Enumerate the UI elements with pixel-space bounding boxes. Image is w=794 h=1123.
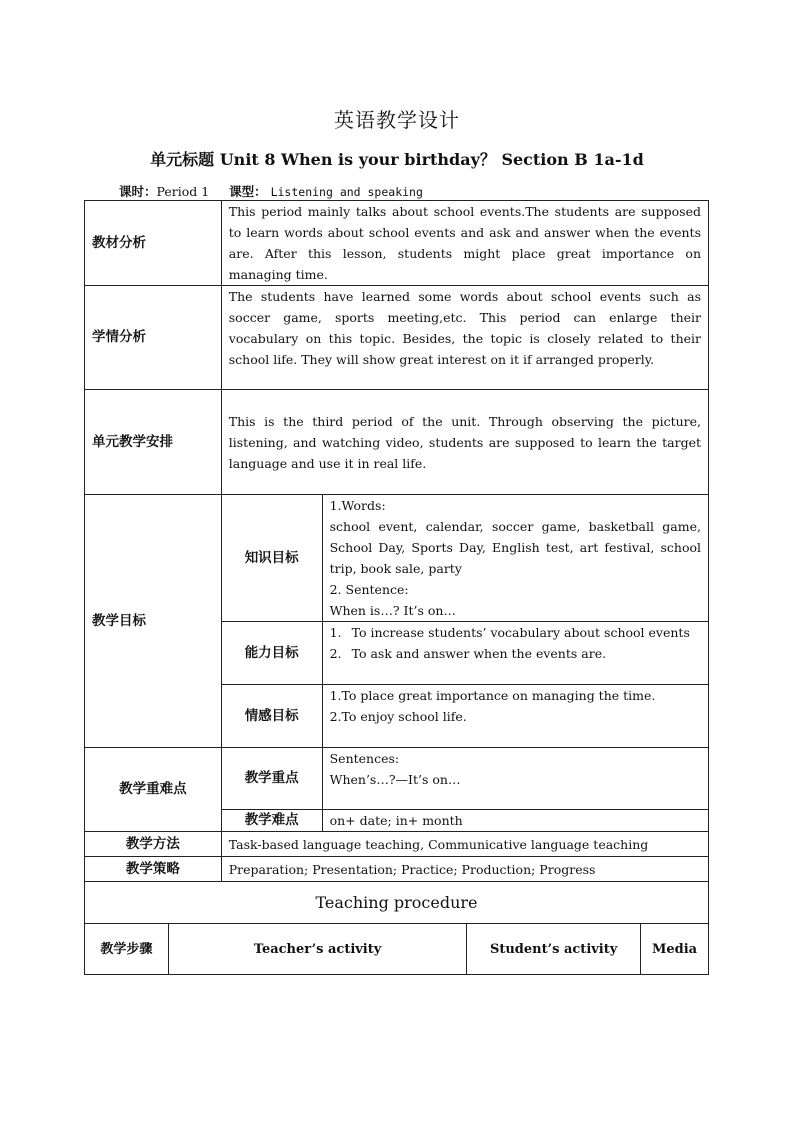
material-text: This period mainly talks about school events.The students are supposed to learn words about school events and ask and answer when the events are. After this lesson, students might place great importance on managing time. (221, 201, 708, 286)
material-row (85, 201, 709, 286)
students-text: The students have learned some words about school events such as soccer game, sports meeting,etc. This period can enlarge their vocabulary on this topic. Besides, the topic is closely related to their school life. They will show great interest on it if arranged properly. (221, 286, 708, 390)
unit-plan-row (85, 390, 709, 495)
type-value: Listening and speaking (270, 185, 423, 199)
emotion-line-1: 1.To place great importance on managing the time. (329, 688, 656, 703)
focus-heading: Sentences: (329, 751, 400, 766)
students-row (85, 286, 709, 390)
words-heading: 1.Words: (329, 498, 386, 513)
header-student-activity: Student’s activity (467, 924, 641, 975)
procedure-header-row (85, 924, 709, 975)
knowledge-row (85, 495, 709, 622)
header-teacher-activity: Teacher’s activity (168, 924, 466, 975)
words-list: school event, calendar, soccer game, basketball game, School Day, Sports Day, English test, art festival, school trip, book sale, party (329, 519, 701, 576)
emotion-label: 情感目标 (221, 685, 322, 748)
header-steps: 教学步骤 (85, 924, 169, 975)
lesson-meta (119, 182, 423, 200)
method-label: 教学方法 (85, 832, 222, 857)
ability-item: 2. To ask and answer when the events are. (329, 646, 607, 661)
sentence-text: When is…? It’s on… (329, 603, 456, 618)
knowledge-label: 知识目标 (221, 495, 322, 622)
unit-plan-text: This is the third period of the unit. Through observing the picture, listening, and watching video, students are supposed to learn the target language and use it in real life. (221, 390, 708, 495)
focus-content (322, 748, 708, 810)
emotion-content (322, 685, 708, 748)
focus-text: When’s…?—It’s on… (329, 772, 461, 787)
procedure-title: Teaching procedure (85, 882, 709, 924)
strategy-label: 教学策略 (85, 857, 222, 882)
difficulty-text: on+ date; in+ month (322, 810, 708, 832)
type-label: 课型： (229, 184, 267, 199)
strategy-row (85, 857, 709, 882)
key-points-label: 教学重难点 (85, 748, 222, 832)
lesson-plan-table (84, 200, 709, 882)
period-value: Period 1 (156, 184, 210, 199)
strategy-text: Preparation; Presentation; Practice; Production; Progress (221, 857, 708, 882)
period-label: 课时： (119, 184, 157, 199)
knowledge-content (322, 495, 708, 622)
method-text: Task-based language teaching, Communicative language teaching (221, 832, 708, 857)
students-label: 学情分析 (85, 286, 222, 390)
focus-label: 教学重点 (221, 748, 322, 810)
teaching-procedure-table (84, 881, 709, 975)
unit-plan-label: 单元教学安排 (85, 390, 222, 495)
difficulty-label: 教学难点 (221, 810, 322, 832)
header-media: Media (641, 924, 709, 975)
unit-subtitle: 单元标题 Unit 8 When is your birthday？ Section B 1a-1d (150, 150, 644, 169)
ability-label: 能力目标 (221, 622, 322, 685)
material-label: 教材分析 (85, 201, 222, 286)
sentence-heading: 2. Sentence: (329, 582, 409, 597)
document-title: 英语教学设计 (334, 108, 460, 132)
emotion-line-2: 2.To enjoy school life. (329, 709, 467, 724)
ability-item: 1. To increase students’ vocabulary about school events (329, 625, 690, 640)
method-row (85, 832, 709, 857)
focus-row (85, 748, 709, 810)
objectives-label: 教学目标 (85, 495, 222, 748)
ability-content (322, 622, 708, 685)
procedure-title-row (85, 882, 709, 924)
